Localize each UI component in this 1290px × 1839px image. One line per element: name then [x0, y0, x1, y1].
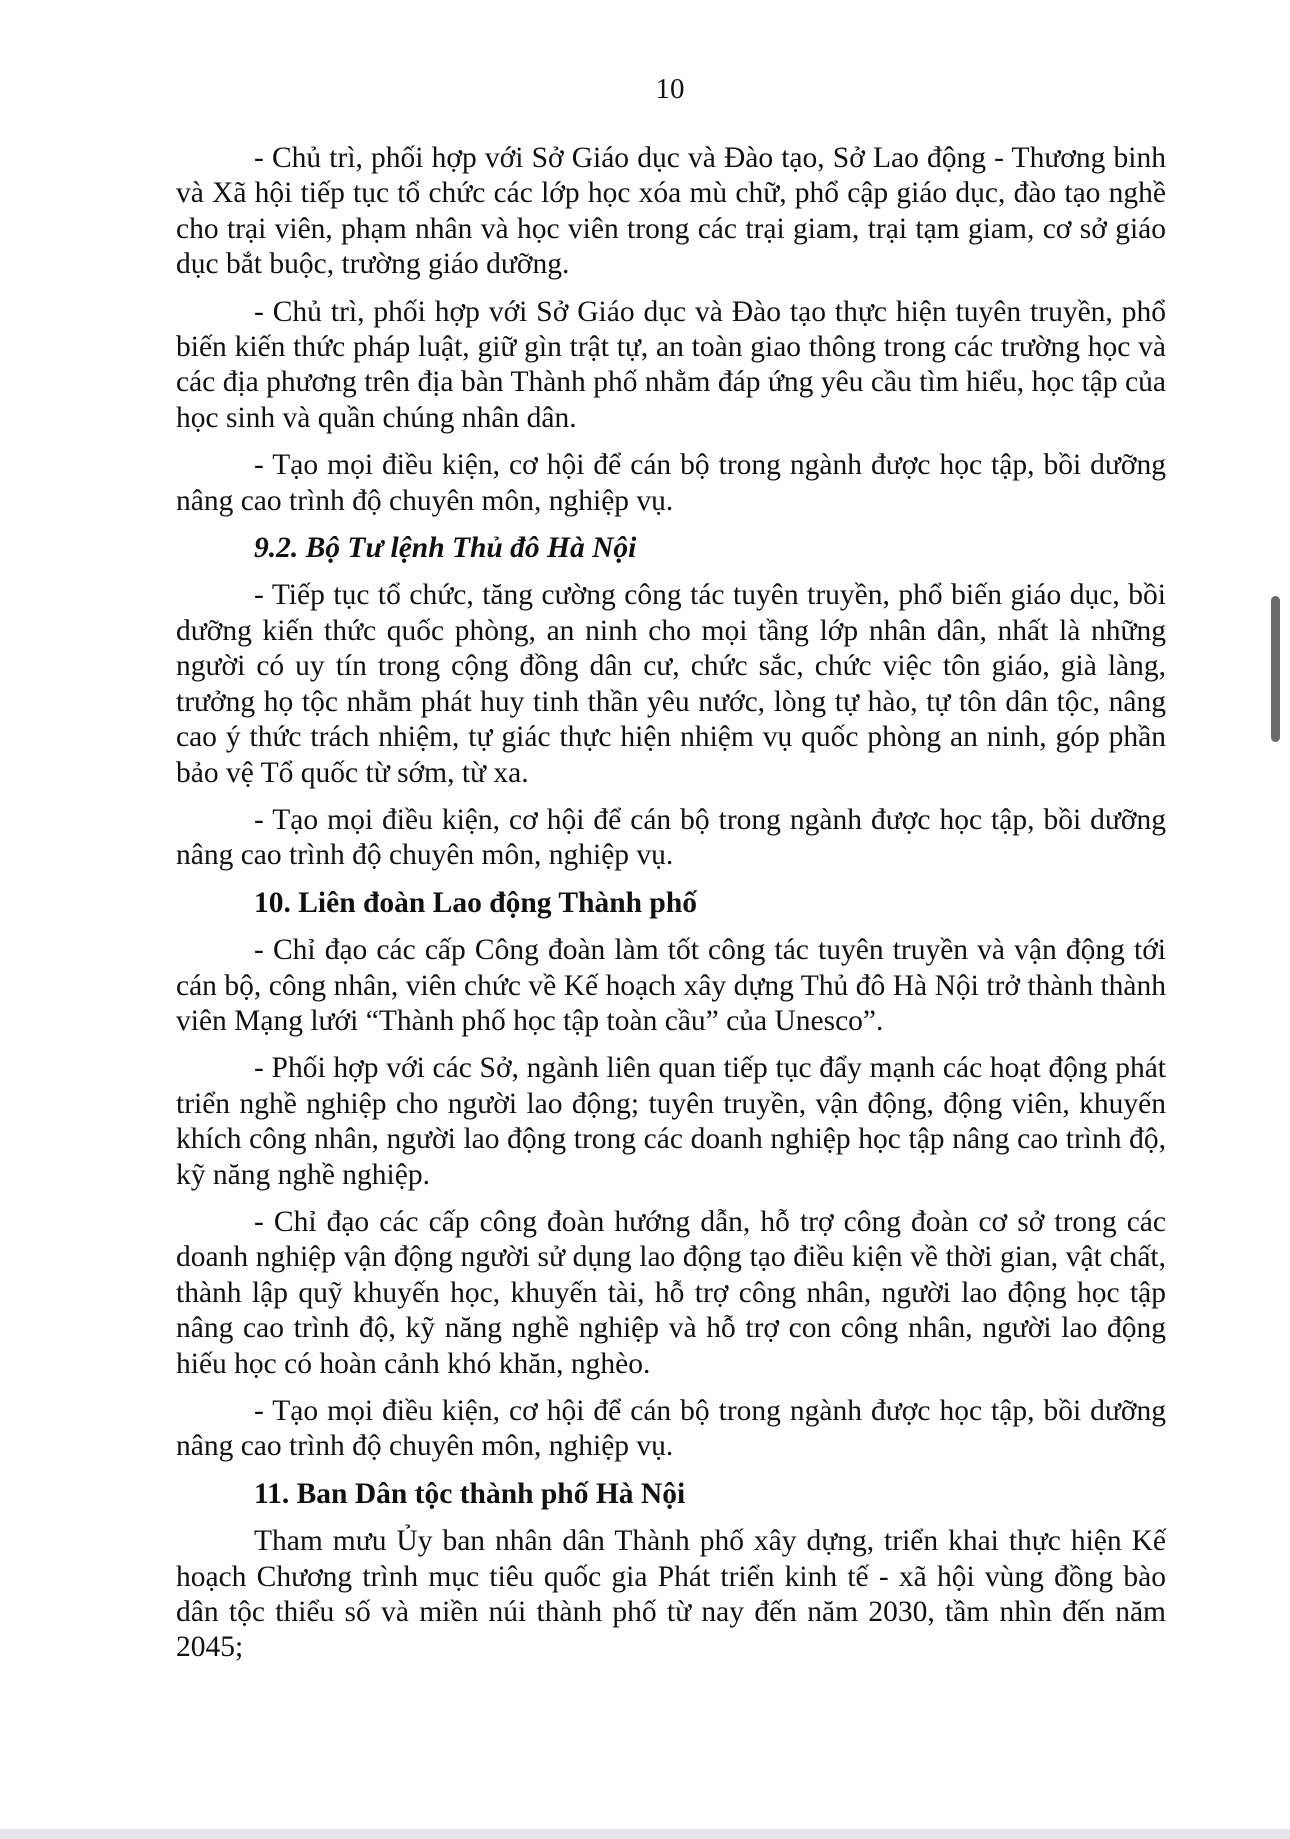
bottom-edge	[0, 1829, 1290, 1839]
paragraph: Tham mưu Ủy ban nhân dân Thành phố xây dựng, triển khai thực hiện Kế hoạch Chương trình mục tiêu quốc gia Phát triển kinh tế - xã hội vùng đồng bào dân tộc thiểu số và miền núi thành phố từ nay đến năm 2030, tầm nhìn đến năm 2045;	[176, 1525, 1166, 1664]
scrollbar-thumb[interactable]	[1271, 596, 1280, 742]
vertical-scrollbar[interactable]	[1266, 0, 1290, 1839]
section-heading: 10. Liên đoàn Lao động Thành phố	[254, 886, 697, 919]
paragraph: - Chủ trì, phối hợp với Sở Giáo dục và Đào tạo thực hiện tuyên truyền, phổ biến kiến thức pháp luật, giữ gìn trật tự, an toàn giao thông trong các trường học và các địa phương trên địa bàn Thành phố nhằm đáp ứng yêu cầu tìm hiểu, học tập của học sinh và quần chúng nhân dân.	[176, 295, 1166, 434]
paragraph: - Chỉ đạo các cấp công đoàn hướng dẫn, hỗ trợ công đoàn cơ sở trong các doanh nghiệp vận động người sử dụng lao động tạo điều kiện về thời gian, vật chất, thành lập quỹ khuyến học, khuyến tài, hỗ trợ công nhân, người lao động học tập nâng cao trình độ, kỹ năng nghề nghiệp và hỗ trợ con công nhân, người lao động hiếu học có hoàn cảnh khó khăn, nghèo.	[176, 1205, 1166, 1380]
paragraph: - Tạo mọi điều kiện, cơ hội để cán bộ trong ngành được học tập, bồi dưỡng nâng cao trình độ chuyên môn, nghiệp vụ.	[176, 449, 1166, 517]
paragraph: - Tạo mọi điều kiện, cơ hội để cán bộ trong ngành được học tập, bồi dưỡng nâng cao trình độ chuyên môn, nghiệp vụ.	[176, 803, 1166, 872]
paragraph: - Tiếp tục tổ chức, tăng cường công tác tuyên truyền, phổ biến giáo dục, bồi dưỡng kiến thức quốc phòng, an ninh cho mọi tầng lớp nhân dân, nhất là những người có uy tín trong cộng đồng dân cư, chức sắc, chức việc tôn giáo, già làng, trưởng họ tộc nhằm phát huy tinh thần yêu nước, lòng tự hào, tự tôn dân tộc, nâng cao ý thức trách nhiệm, tự giác thực hiện nhiệm vụ quốc phòng an ninh, góp phần bảo vệ Tổ quốc từ sớm, từ xa.	[176, 579, 1166, 789]
section-heading: 11. Ban Dân tộc thành phố Hà Nội	[254, 1477, 686, 1510]
section-heading: 9.2. Bộ Tư lệnh Thủ đô Hà Nội	[254, 532, 637, 565]
paragraph: - Tạo mọi điều kiện, cơ hội để cán bộ trong ngành được học tập, bồi dưỡng nâng cao trình độ chuyên môn, nghiệp vụ.	[176, 1395, 1166, 1463]
document-body	[176, 141, 1166, 1678]
page-number: 10	[655, 73, 685, 105]
paragraph: - Chủ trì, phối hợp với Sở Giáo dục và Đào tạo, Sở Lao động - Thương binh và Xã hội tiếp tục tổ chức các lớp học xóa mù chữ, phổ cập giáo dục, đào tạo nghề cho trại viên, phạm nhân và học viên trong các trại giam, trại tạm giam, cơ sở giáo dục bắt buộc, trường giáo dưỡng.	[176, 142, 1166, 281]
paragraph: - Phối hợp với các Sở, ngành liên quan tiếp tục đẩy mạnh các hoạt động phát triển nghề nghiệp cho người lao động; tuyên truyền, vận động, động viên, khuyến khích công nhân, người lao động trong các doanh nghiệp học tập nâng cao trình độ, kỹ năng nghề nghiệp.	[176, 1052, 1166, 1191]
paragraph: - Chỉ đạo các cấp Công đoàn làm tốt công tác tuyên truyền và vận động tới cán bộ, công nhân, viên chức về Kế hoạch xây dựng Thủ đô Hà Nội trở thành thành viên Mạng lưới “Thành phố học tập toàn cầu” của Unesco”.	[176, 934, 1166, 1037]
